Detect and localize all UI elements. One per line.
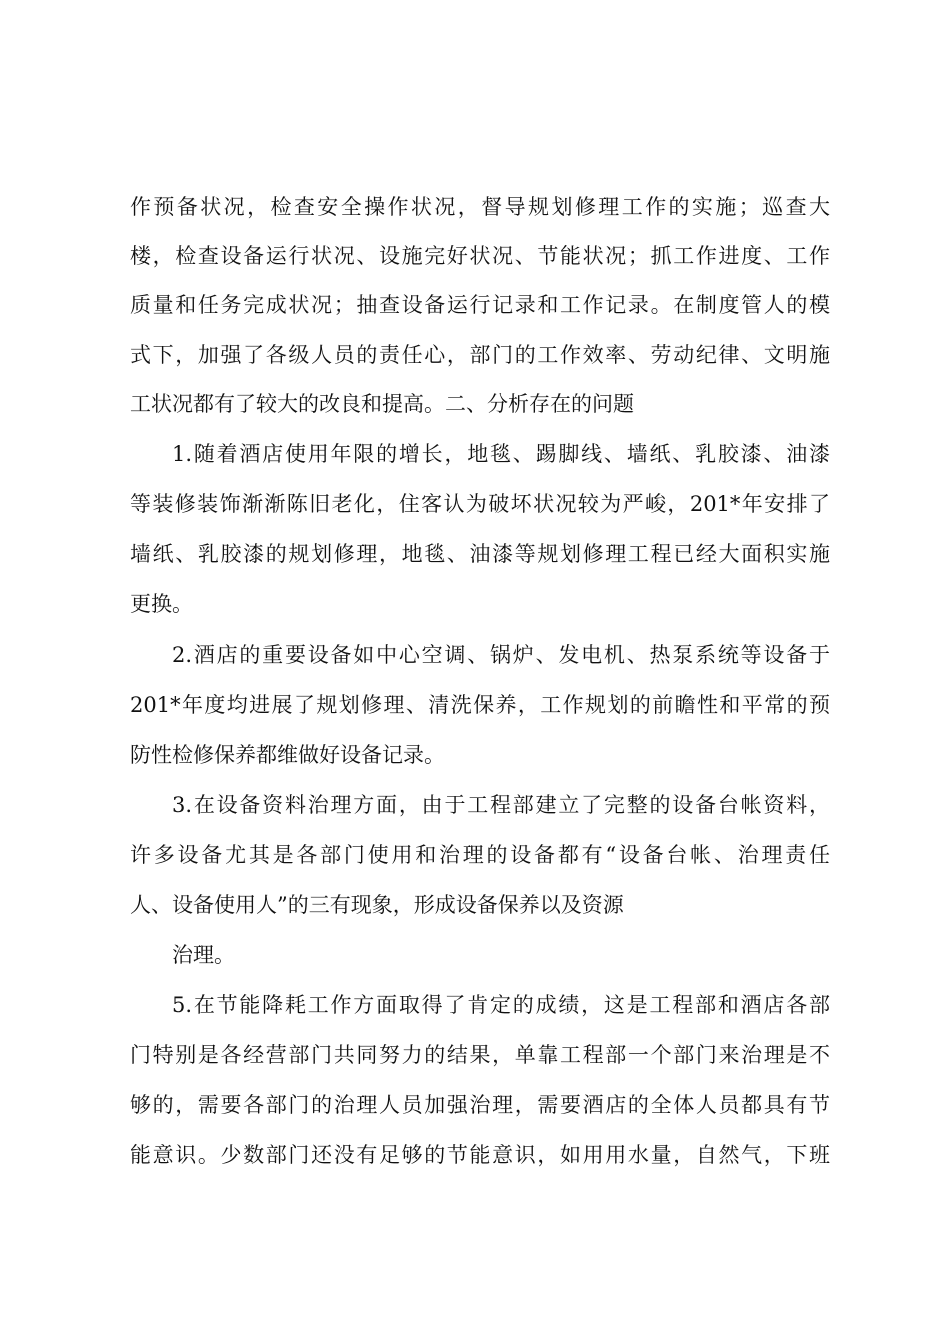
text-line: 质量和任务完成状况；抽查设备运行记录和工作记录。在制度管人的模 — [130, 293, 830, 317]
text-line: 2.酒店的重要设备如中心空调、锅炉、发电机、热泵系统等设备于 — [172, 643, 830, 667]
text-line: 门特别是各经营部门共同努力的结果，单靠工程部一个部门来治理是不 — [130, 1043, 830, 1067]
text-line: 够的，需要各部门的治理人员加强治理，需要酒店的全体人员都具有节 — [130, 1093, 830, 1117]
text-line: 楼，检查设备运行状况、设施完好状况、节能状况；抓工作进度、工作 — [130, 244, 830, 268]
text-line: 许多设备尤其是各部门使用和治理的设备都有“设备台帐、治理责任 — [130, 843, 830, 867]
text-line: 治理。 — [172, 943, 235, 967]
text-line: 3.在设备资料治理方面，由于工程部建立了完整的设备台帐资料， — [172, 793, 830, 817]
text-line: 1.随着酒店使用年限的增长，地毯、踢脚线、墙纸、乳胶漆、油漆 — [172, 442, 830, 466]
text-line: 人、设备使用人”的三有现象，形成设备保养以及资源 — [130, 893, 624, 917]
text-line: 墙纸、乳胶漆的规划修理，地毯、油漆等规划修理工程已经大面积实施 — [130, 542, 830, 566]
text-line: 能意识。少数部门还没有足够的节能意识，如用用水量，自然气，下班 — [130, 1143, 830, 1167]
text-line: 201*年度均进展了规划修理、清洗保养，工作规划的前瞻性和平常的预 — [130, 693, 830, 717]
text-line: 作预备状况，检查安全操作状况，督导规划修理工作的实施；巡查大 — [130, 195, 830, 219]
text-line: 5.在节能降耗工作方面取得了肯定的成绩，这是工程部和酒店各部 — [172, 993, 830, 1017]
text-line: 更换。 — [130, 592, 193, 616]
text-line: 等装修装饰渐渐陈旧老化，住客认为破坏状况较为严峻，201*年安排了 — [130, 492, 830, 516]
text-line: 工状况都有了较大的改良和提高。二、分析存在的问题 — [130, 392, 634, 416]
text-line: 防性检修保养都维做好设备记录。 — [130, 743, 445, 767]
text-line: 式下，加强了各级人员的责任心，部门的工作效率、劳动纪律、文明施 — [130, 343, 830, 367]
